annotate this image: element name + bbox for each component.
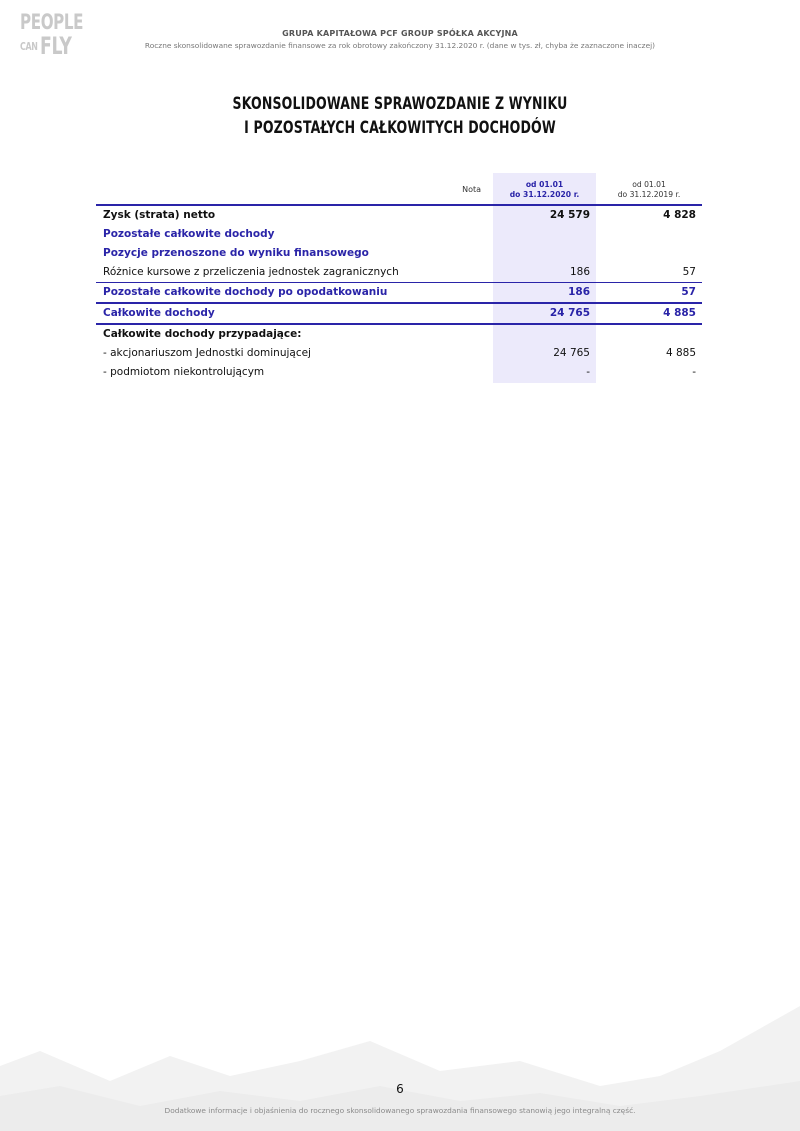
row-value-2019: 4 828 [663,209,696,221]
table-row [96,304,702,323]
row-label: Zysk (strata) netto [103,209,216,221]
column-header-2019-line-1: od 01.01 [632,180,666,189]
column-header-2020 [493,180,596,200]
row-label: - akcjonariuszom Jednostki dominującej [103,347,311,359]
logo-line-2: CAN [20,40,38,53]
page-footnote: Dodatkowe informacje i objaśnienia do rocznego skonsolidowanego sprawozdania finansowego stanowią jego integralną część. [164,1106,636,1115]
row-value-2019: - [692,366,696,378]
table-row [96,283,702,302]
row-value-2020: 24 579 [549,209,590,221]
column-header-2019 [596,180,702,200]
row-label: Całkowite dochody [103,307,215,319]
statement-title-line-1: SKONSOLIDOWANE SPRAWOZDANIE Z WYNIKU [232,94,568,114]
row-label: Pozostałe całkowite dochody po opodatkowaniu [103,286,388,298]
row-value-2019: 57 [682,266,696,278]
row-value-2020: 186 [568,286,590,298]
table-row [96,363,702,382]
column-header-2020-line-2: do 31.12.2020 r. [509,190,580,199]
row-value-2020: 24 765 [553,347,590,359]
statement-title-line-2: I POZOSTAŁYCH CAŁKOWITYCH DOCHODÓW [244,118,556,138]
logo-line-3: FLY [40,32,72,60]
statement-title [154,92,646,140]
document-header [110,29,690,50]
table-column-headers [96,173,702,204]
row-label: Pozycje przenoszone do wyniku finansowego [103,247,369,259]
row-label: Różnice kursowe z przeliczenia jednostek zagranicznych [103,266,399,278]
row-value-2019: 4 885 [665,347,696,359]
table-row [96,344,702,363]
table-row [96,244,702,263]
row-value-2020: 24 765 [549,307,590,319]
income-statement-table [96,173,702,382]
row-label: Pozostałe całkowite dochody [103,228,275,240]
table-row [96,206,702,225]
table-row [96,225,702,244]
table-row [96,325,702,344]
table-row [96,263,702,282]
company-name: GRUPA KAPITAŁOWA PCF GROUP SPÓŁKA AKCYJNA [282,29,518,38]
company-logo [20,12,92,58]
row-value-2019: 57 [681,286,696,298]
column-header-2020-line-1: od 01.01 [525,180,564,189]
row-label: Całkowite dochody przypadające: [103,328,302,340]
row-value-2020: - [586,366,590,378]
column-header-nota: Nota [462,185,481,194]
report-subtitle: Roczne skonsolidowane sprawozdanie finansowe za rok obrotowy zakończony 31.12.2020 r. (dane w tys. zł, chyba że zaznaczone inaczej) [144,41,656,50]
page-number: 6 [396,1082,404,1096]
row-value-2020: 186 [569,266,590,278]
column-header-2019-line-2: do 31.12.2019 r. [617,190,681,199]
logo-line-1: PEOPLE [20,10,84,34]
row-value-2019: 4 885 [663,307,696,319]
row-label: - podmiotom niekontrolującym [103,366,265,378]
